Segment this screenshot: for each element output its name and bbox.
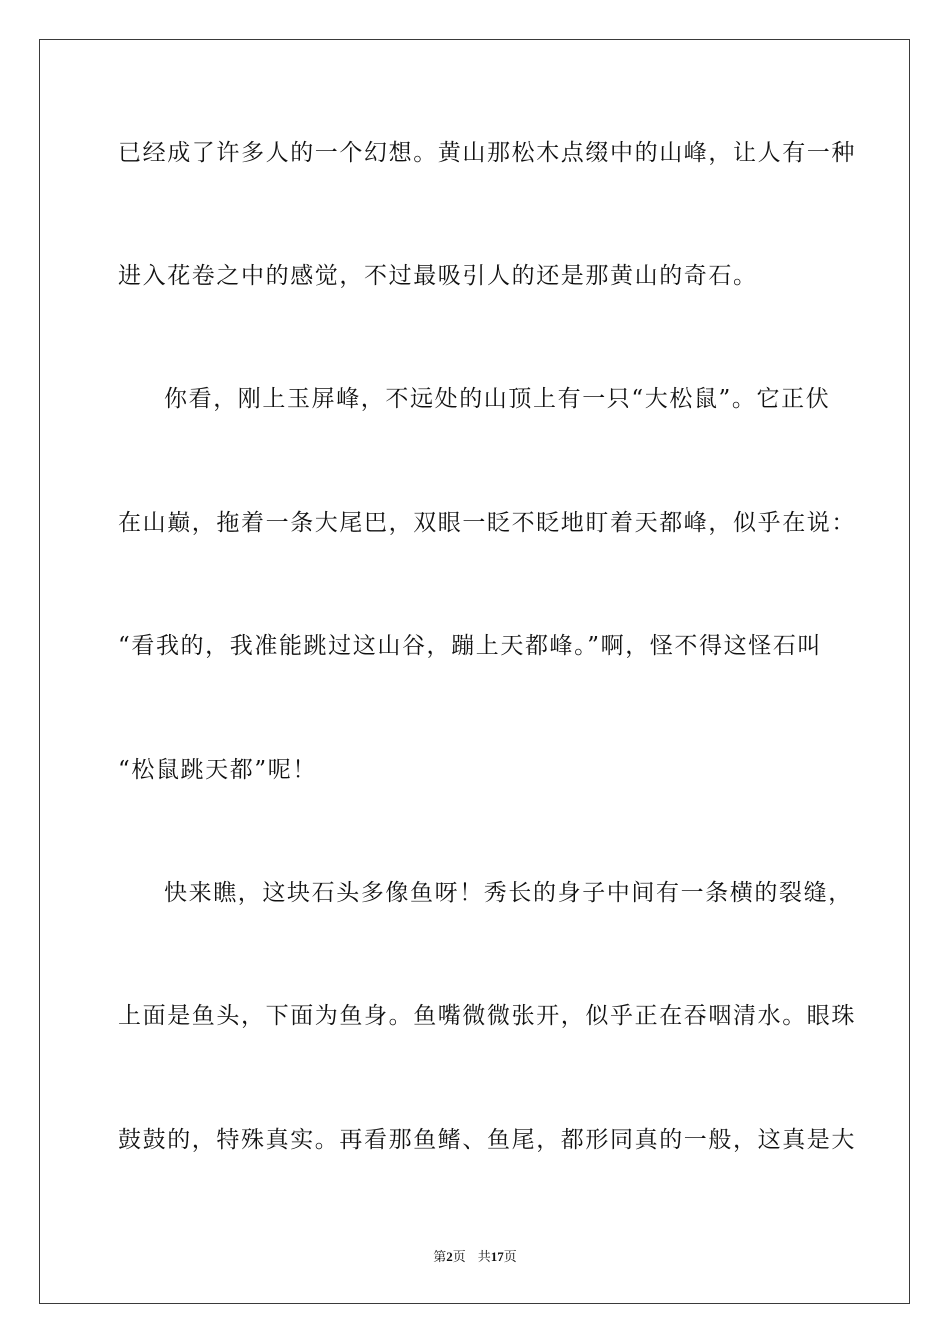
page-border bbox=[39, 39, 910, 1304]
footer-total-suffix: 页 bbox=[503, 1249, 517, 1264]
text-line-2: 进入花卷之中的感觉，不过最吸引人的还是那黄山的奇石。 bbox=[118, 263, 758, 289]
text-line-5: “看我的，我准能跳过这山谷，蹦上天都峰。”啊，怪不得这怪石叫 bbox=[118, 633, 823, 659]
page-footer bbox=[0, 1248, 950, 1266]
text-line-9: 鼓鼓的，特殊真实。再看那鱼鳍、鱼尾，都形同真的一般，这真是大 bbox=[118, 1127, 856, 1153]
text-line-4: 在山巅，拖着一条大尾巴，双眼一眨不眨地盯着天都峰，似乎在说： bbox=[118, 510, 856, 536]
text-line-8: 上面是鱼头，下面为鱼身。鱼嘴微微张开，似乎正在吞咽清水。眼珠 bbox=[118, 1003, 856, 1029]
text-line-3: 你看，刚上玉屏峰，不远处的山顶上有一只“大松鼠”。它正伏 bbox=[164, 386, 831, 412]
text-line-6: “松鼠跳天都”呢！ bbox=[118, 757, 317, 783]
text-line-7: 快来瞧，这块石头多像鱼呀！秀长的身子中间有一条横的裂缝， bbox=[164, 880, 853, 906]
footer-total-pages: 17 bbox=[490, 1249, 504, 1264]
footer-page-number: 2 bbox=[446, 1249, 453, 1264]
footer-page-prefix: 第 bbox=[433, 1249, 447, 1264]
footer-page-suffix: 页 bbox=[452, 1249, 466, 1264]
footer-total-prefix: 共 bbox=[477, 1249, 491, 1264]
text-line-1: 已经成了许多人的一个幻想。黄山那松木点缀中的山峰，让人有一种 bbox=[118, 140, 856, 166]
